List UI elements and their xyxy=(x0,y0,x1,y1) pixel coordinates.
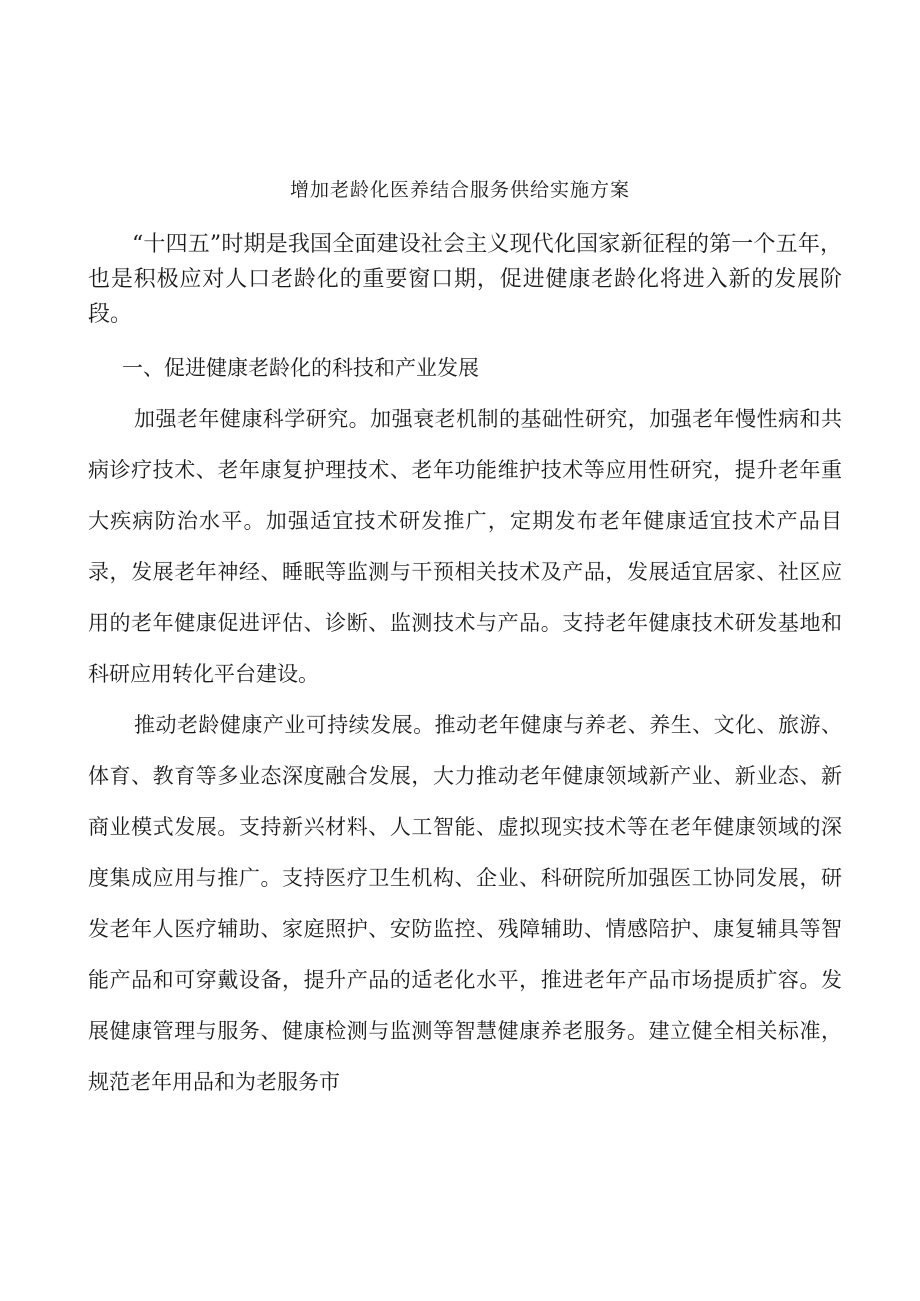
section-heading: 一、促进健康老龄化的科技和产业发展 xyxy=(122,356,479,380)
body-paragraph-industry: 推动老龄健康产业可持续发展。推动老年健康与养老、养生、文化、旅游、体育、教育等多业态深度融合发展，大力推动老年健康领域新产业、新业态、新商业模式发展。支持新兴材料、人工智能、虚拟现实技术等在老年健康领域的深度集成应用与推广。支持医疗卫生机构、企业、科研院所加强医工协同发展，研发老年人医疗辅助、家庭照护、安防监控、残障辅助、情感陪护、康复辅具等智能产品和可穿戴设备，提升产品的适老化水平，推进老年产品市场提质扩容。发展健康管理与服务、健康检测与监测等智慧健康养老服务。建立健全相关标准，规范老年用品和为老服务市 xyxy=(88,713,842,1094)
intro-paragraph: “十四五”时期是我国全面建设社会主义现代化国家新征程的第一个五年，也是积极应对人口老龄化的重要窗口期，促进健康老龄化将进入新的发展阶段。 xyxy=(88,232,842,327)
body-paragraph-research: 加强老年健康科学研究。加强衰老机制的基础性研究，加强老年慢性病和共病诊疗技术、老年康复护理技术、老年功能维护技术等应用性研究，提升老年重大疾病防治水平。加强适宜技术研发推广，定期发布老年健康适宜技术产品目录，发展老年神经、睡眠等监测与干预相关技术及产品，发展适宜居家、社区应用的老年健康促进评估、诊断、监测技术与产品。支持老年健康技术研发基地和科研应用转化平台建设。 xyxy=(88,407,842,686)
document-title: 增加老龄化医养结合服务供给实施方案 xyxy=(289,179,630,201)
